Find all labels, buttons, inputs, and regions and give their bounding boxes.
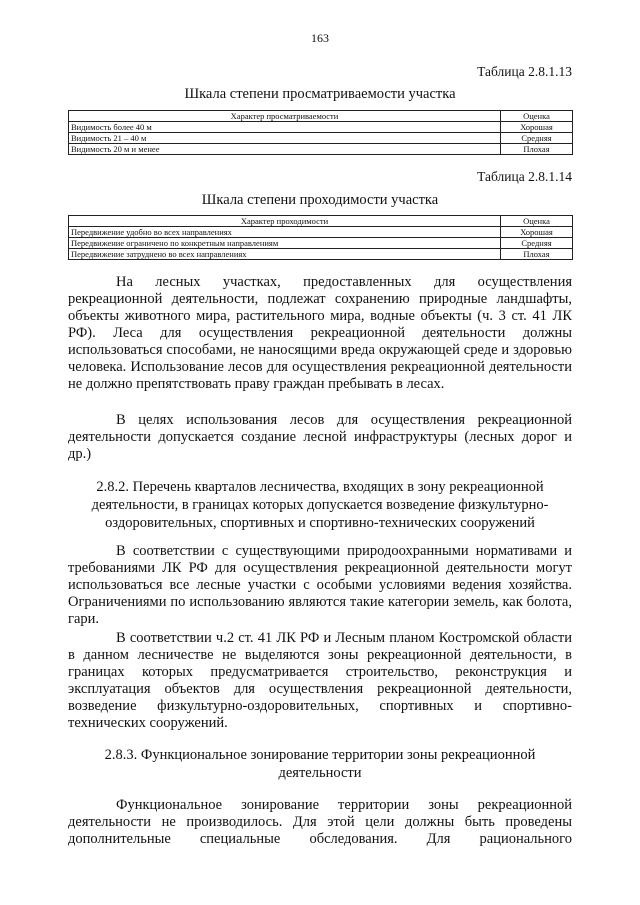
table-cell: Хорошая <box>501 122 573 133</box>
table-header-cell: Оценка <box>501 111 573 122</box>
page-number: 163 <box>311 31 329 45</box>
table-row <box>69 133 573 144</box>
table-cell: Видимость 21 – 40 м <box>69 133 501 144</box>
paragraph-zoning: Функциональное зонирование территории зоны рекреационной деятельности не производилось. Для этой цели должны быть проведены дополнительные специальные обследования. Для рационального <box>68 797 572 847</box>
table-row <box>69 144 573 155</box>
section-heading-2-8-3: 2.8.3. Функциональное зонирование территории зоны рекреационной деятельности <box>104 747 536 781</box>
table-cell: Передвижение удобно во всех направлениях <box>69 227 501 238</box>
table-header-cell: Характер просматриваемости <box>69 111 501 122</box>
table1 <box>68 110 573 155</box>
table2 <box>68 215 573 260</box>
table-cell: Плохая <box>501 249 573 260</box>
table-cell: Видимость 20 м и менее <box>69 144 501 155</box>
paragraph-infrastructure: В целях использования лесов для осуществления рекреационной деятельности допускается создание лесной инфраструктуры (лесных дорог и др.) <box>68 412 572 462</box>
table-cell: Передвижение ограничено по конкретным направлениям <box>69 238 501 249</box>
table-cell: Средняя <box>501 238 573 249</box>
paragraph-recreation-rules: На лесных участках, предоставленных для осуществления рекреационной деятельности, подлежат сохранению природные ландшафты, объекты животного мира, растительного мира, водные объекты (ч. 3 ст. 41 ЛК РФ). Леса для осуществления рекреационной деятельности должны использоваться способами, не наносящими вреда окружающей среде и здоровью человека. Использование лесов для осуществления рекреационной деятельности не должно препятствовать праву граждан пребывать в лесах. <box>68 274 572 392</box>
table-row <box>69 238 573 249</box>
table-header-row <box>69 216 573 227</box>
table-header-cell: Оценка <box>501 216 573 227</box>
table-row <box>69 249 573 260</box>
paragraph-norms: В соответствии с существующими природоохранными нормативами и требованиями ЛК РФ для осуществления рекреационной деятельности могут использоваться все лесные участки с особыми условиями ведения хозяйства. Ограничениями по использованию являются такие категории земель, как болота, гари. <box>68 543 572 627</box>
table2-title: Шкала степени проходимости участка <box>201 192 439 208</box>
paragraph-forest-plan: В соответствии ч.2 ст. 41 ЛК РФ и Лесным планом Костромской области в данном лесничестве не выделяются зоны рекреационной деятельности, в границах которых предусматривается строительство, реконструкция и эксплуатация объектов для осуществления рекреационной деятельности, возведение физкультурно-оздоровительных, спортивных и спортивно-технических сооружений. <box>68 630 572 731</box>
table-header-row <box>69 111 573 122</box>
table2-label: Таблица 2.8.1.14 <box>477 169 572 184</box>
table-cell: Средняя <box>501 133 573 144</box>
table-cell: Видимость более 40 м <box>69 122 501 133</box>
table1-label: Таблица 2.8.1.13 <box>477 64 572 79</box>
table-row <box>69 227 573 238</box>
table-cell: Плохая <box>501 144 573 155</box>
table-cell: Хорошая <box>501 227 573 238</box>
section-heading-2-8-2: 2.8.2. Перечень кварталов лесничества, входящих в зону рекреационной деятельности, в границах которых допускается возведение физкультурно-оздоровительных, спортивных и спортивно-технических сооружений <box>91 479 549 531</box>
table-cell: Передвижение затруднено во всех направлениях <box>69 249 501 260</box>
table-row <box>69 122 573 133</box>
table-header-cell: Характер проходимости <box>69 216 501 227</box>
table1-title: Шкала степени просматриваемости участка <box>184 86 456 102</box>
